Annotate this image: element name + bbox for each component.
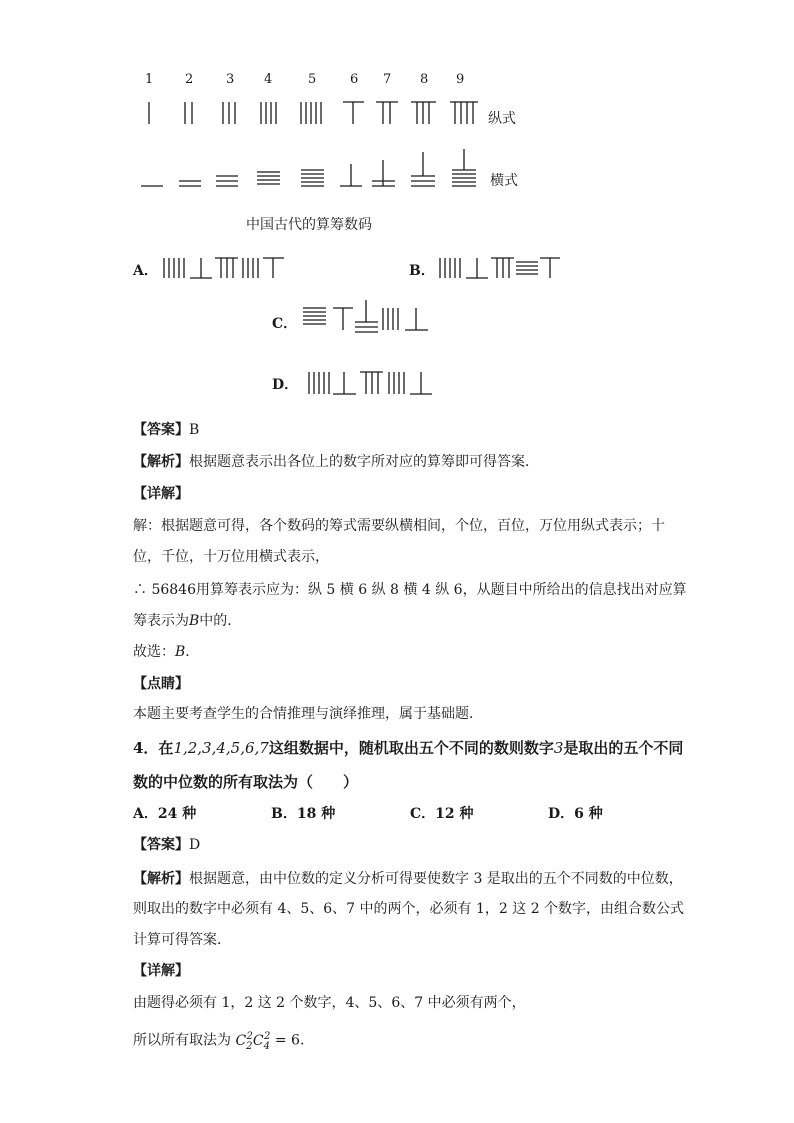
digit-label: 2 [185,72,194,87]
detail-tag-line [133,961,189,981]
analysis-line [133,452,539,472]
question-digit: 3 [553,739,564,757]
answer-value: B [189,422,200,438]
digit-label: 4 [264,72,273,87]
comment-tag-line [133,674,189,694]
answer-tag: 【答案】 [133,422,189,438]
detail-text: 所以所有取法为 [133,1032,231,1049]
analysis-text: 计算可得答案． [133,932,231,948]
analysis-tag: 【解析】 [133,454,189,470]
option-c-label: C． [272,316,298,332]
analysis-tag: 【解析】 [133,871,189,887]
question-text: 这组数据中，随机取出五个不同的数则数字 [268,739,554,757]
number-set: 1,2,3,4,5,6,7 [173,739,269,757]
detail-text: 位，千位，十万位用横式表示， [133,549,329,565]
choice-d: D．6 种 [548,806,603,822]
question-4-stem [133,738,683,758]
horizontal-form-label: 横式 [490,173,518,189]
question-text: 是取出的五个不同 [563,739,684,757]
detail-text-line [133,611,241,631]
digit-label: 3 [226,72,235,87]
detail-text: 解：根据题意可得，各个数码的筹式需要纵横相间，个位，百位，万位用纵式表示；十 [133,518,665,534]
choose-variable: B [175,644,186,660]
formula-result: = 6 [274,1032,300,1049]
vertical-form-label: 纵式 [488,111,516,127]
answer-line [133,420,199,440]
digit-label: 8 [420,72,429,87]
option-b-label: B． [409,263,435,279]
detail-text: 中的． [199,613,242,629]
answer-value: D [189,837,201,853]
figure-caption: 中国古代的算筹数码 [246,217,372,233]
analysis-text: 根据题意，由中位数的定义分析可得要使数字 3 是取出的五个不同数的中位数， [189,871,683,887]
analysis-text: 根据题意表示出各位上的数字所对应的算筹即可得答案． [189,454,539,470]
choice-a: A．24 种 [133,806,197,822]
detail-tag: 【详解】 [133,963,189,979]
detail-tag: 【详解】 [133,486,189,502]
digit-label: 7 [383,72,392,87]
combination-formula: $C_2^2C_4^2$ [235,1031,271,1052]
analysis-line [133,869,683,889]
detail-tag-line [133,484,189,504]
choice-b: B．18 种 [271,806,336,822]
choose-text: ． [185,644,200,660]
detail-formula-line [133,1027,304,1056]
detail-text: 由题得必须有 1，2 这 2 个数字，4、5、6、7 中必须有两个， [133,995,526,1011]
detail-text: 筹表示为 [133,613,189,629]
comment-tag: 【点睛】 [133,676,189,692]
digit-label: 5 [308,72,317,87]
digit-label: 9 [456,72,465,87]
answer-line [133,835,200,855]
question-number: 4．在 [133,739,174,757]
option-d-label: D． [272,377,299,393]
analysis-text: 则取出的数字中必须有 4、5、6、7 中的两个，必须有 1，2 这 2 个数字，由组合数公式 [133,901,685,917]
digit-label: 1 [145,72,154,87]
digit-label: 6 [350,72,359,87]
detail-text: ∴ 56846用算筹表示应为：纵 5 横 6 纵 8 横 4 纵 6，从题目中所给出的信息找出对应算 [133,582,687,598]
choice-c: C．12 种 [410,806,474,822]
detail-text: . [299,1032,305,1049]
choose-line [133,642,199,662]
variable-b: B [189,613,200,629]
option-d-rods [0,0,794,420]
question-4-stem-line2: 数的中位数的所有取法为（ ） [133,773,359,791]
choose-text: 故选： [133,644,175,660]
comment-text: 本题主要考查学生的合情推理与演绎推理，属于基础题． [133,706,483,722]
option-a-label: A． [133,263,158,279]
answer-tag: 【答案】 [133,837,189,853]
